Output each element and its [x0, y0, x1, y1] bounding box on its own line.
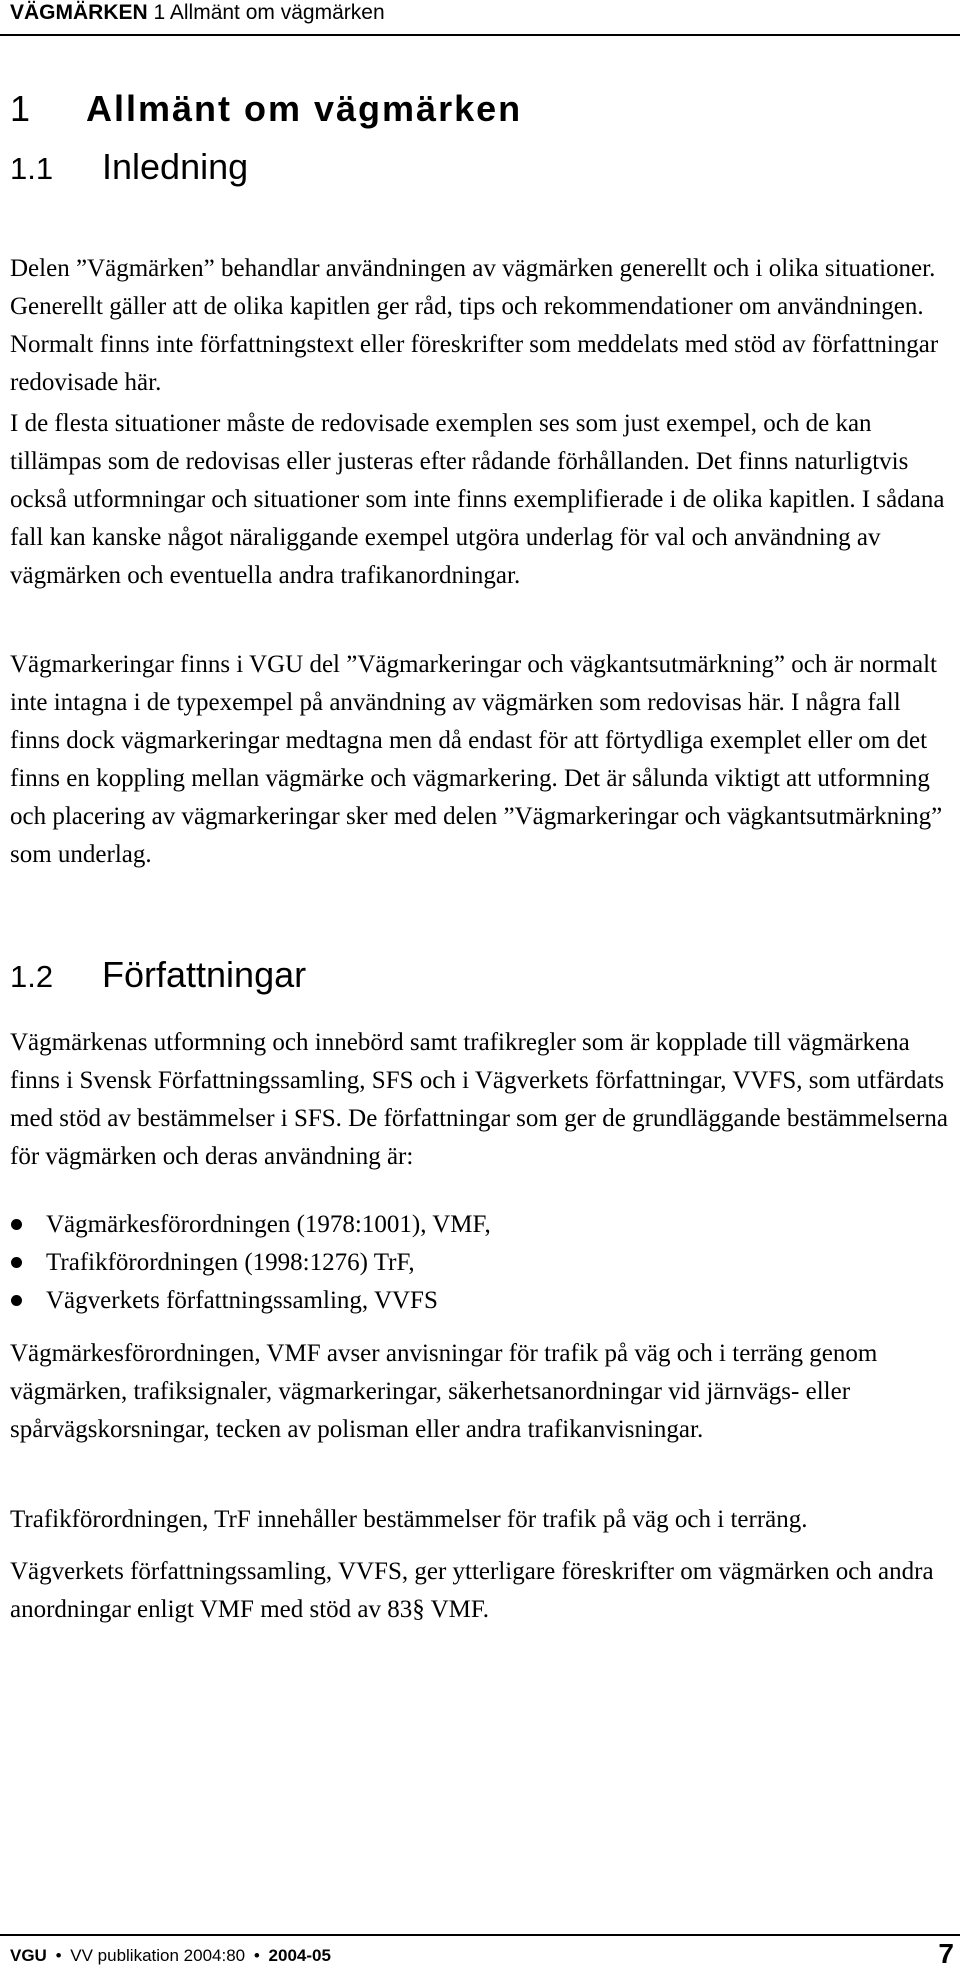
paragraph: Vägverkets författningssamling, VVFS, ger ytterligare föreskrifter om vägmärken och andra anordningar enligt VMF med stöd av 83§ VMF.: [10, 1558, 934, 1623]
footer-separator: •: [55, 1946, 62, 1965]
list-item-text: Vägmärkesförordningen (1978:1001), VMF,: [46, 1211, 491, 1238]
chapter-number: 1: [10, 88, 33, 129]
bullet-list: [10, 1206, 950, 1320]
section-heading-inledning: [10, 146, 248, 188]
running-header-text: [10, 1, 385, 25]
section-number: 1.1: [10, 151, 54, 186]
footer-separator: •: [253, 1946, 260, 1965]
list-item-text: Trafikförordningen (1998:1276) TrF,: [46, 1249, 415, 1276]
footer-publication-info: [10, 1946, 331, 1966]
paragraph: Vägmärkenas utformning och innebörd samt trafikregler som är kopplade till vägmärkena finns i Svensk Författningssamling, SFS och i Vägverkets författningar, VVFS, som utfärdats med stöd av bestämmelser i SFS. De författningar som ger de grundläggande bestämmelserna för vägmärken och deras användning är:: [10, 1029, 948, 1170]
paragraph: Trafikförordningen, TrF innehåller bestämmelser för trafik på väg och i terräng.: [10, 1506, 808, 1533]
list-item: [10, 1206, 950, 1244]
list-item-text: Vägverkets författningssamling, VVFS: [46, 1287, 438, 1314]
paragraph: Vägmärkesförordningen, VMF avser anvisningar för trafik på väg och i terräng genom vägmärken, trafiksignaler, vägmarkeringar, säkerhetsanordningar vid järnvägs- eller spårvägskorsningar, tecken av polisman eller andra trafikanvisningar.: [10, 1340, 878, 1443]
section-number: 1.2: [10, 959, 54, 994]
footer-org: VGU: [10, 1946, 47, 1965]
page-footer: [0, 1934, 960, 1978]
footer-date: 2004-05: [268, 1946, 331, 1965]
footer-publication: VV publikation 2004:80: [70, 1946, 246, 1965]
bullet-icon: [11, 1219, 22, 1230]
section-heading-forfattningar: [10, 954, 306, 996]
list-item: [10, 1244, 950, 1282]
chapter-title-text: Allmänt om vägmärken: [86, 88, 523, 129]
bullet-icon: [11, 1295, 22, 1306]
running-header: [0, 0, 960, 36]
bullet-icon: [11, 1257, 22, 1268]
paragraph: Delen ”Vägmärken” behandlar användningen av vägmärken generellt och i olika situationer. Generellt gäller att de olika kapitlen ger råd, tips och rekommendationer om användningen. Normalt finns inte författningstext eller föreskrifter som meddelats med stöd av författningar redovisade här.: [10, 255, 939, 396]
section-title: Inledning: [102, 146, 249, 187]
header-chapter-ref: 1 Allmänt om vägmärken: [153, 1, 385, 24]
header-doc-label: VÄGMÄRKEN: [10, 1, 148, 24]
list-item: [10, 1282, 950, 1320]
section-title: Författningar: [102, 954, 307, 995]
page-number: 7: [938, 1938, 954, 1969]
paragraph: I de flesta situationer måste de redovisade exemplen ses som just exempel, och de kan tillämpas som de redovisas eller justeras efter rådande förhållanden. Det finns naturligtvis också utformningar och situationer som inte finns exemplifierade i de olika kapitlen. I sådana fall kan kanske något näraliggande exempel utgöra underlag för val och användning av vägmärken och eventuella andra trafikanordningar.: [10, 410, 945, 589]
paragraph: Vägmarkeringar finns i VGU del ”Vägmarkeringar och vägkantsutmärkning” och är normalt inte intagna i de typexempel på användning av vägmärken som redovisas här. I några fall finns dock vägmarkeringar medtagna men då endast för att förtydliga exemplet eller om det finns en koppling mellan vägmärke och vägmarkering. Det är sålunda viktigt att utformning och placering av vägmarkeringar sker med delen ”Vägmarkeringar och vägkantsutmärkning” som underlag.: [10, 651, 943, 868]
chapter-title: [10, 88, 522, 130]
